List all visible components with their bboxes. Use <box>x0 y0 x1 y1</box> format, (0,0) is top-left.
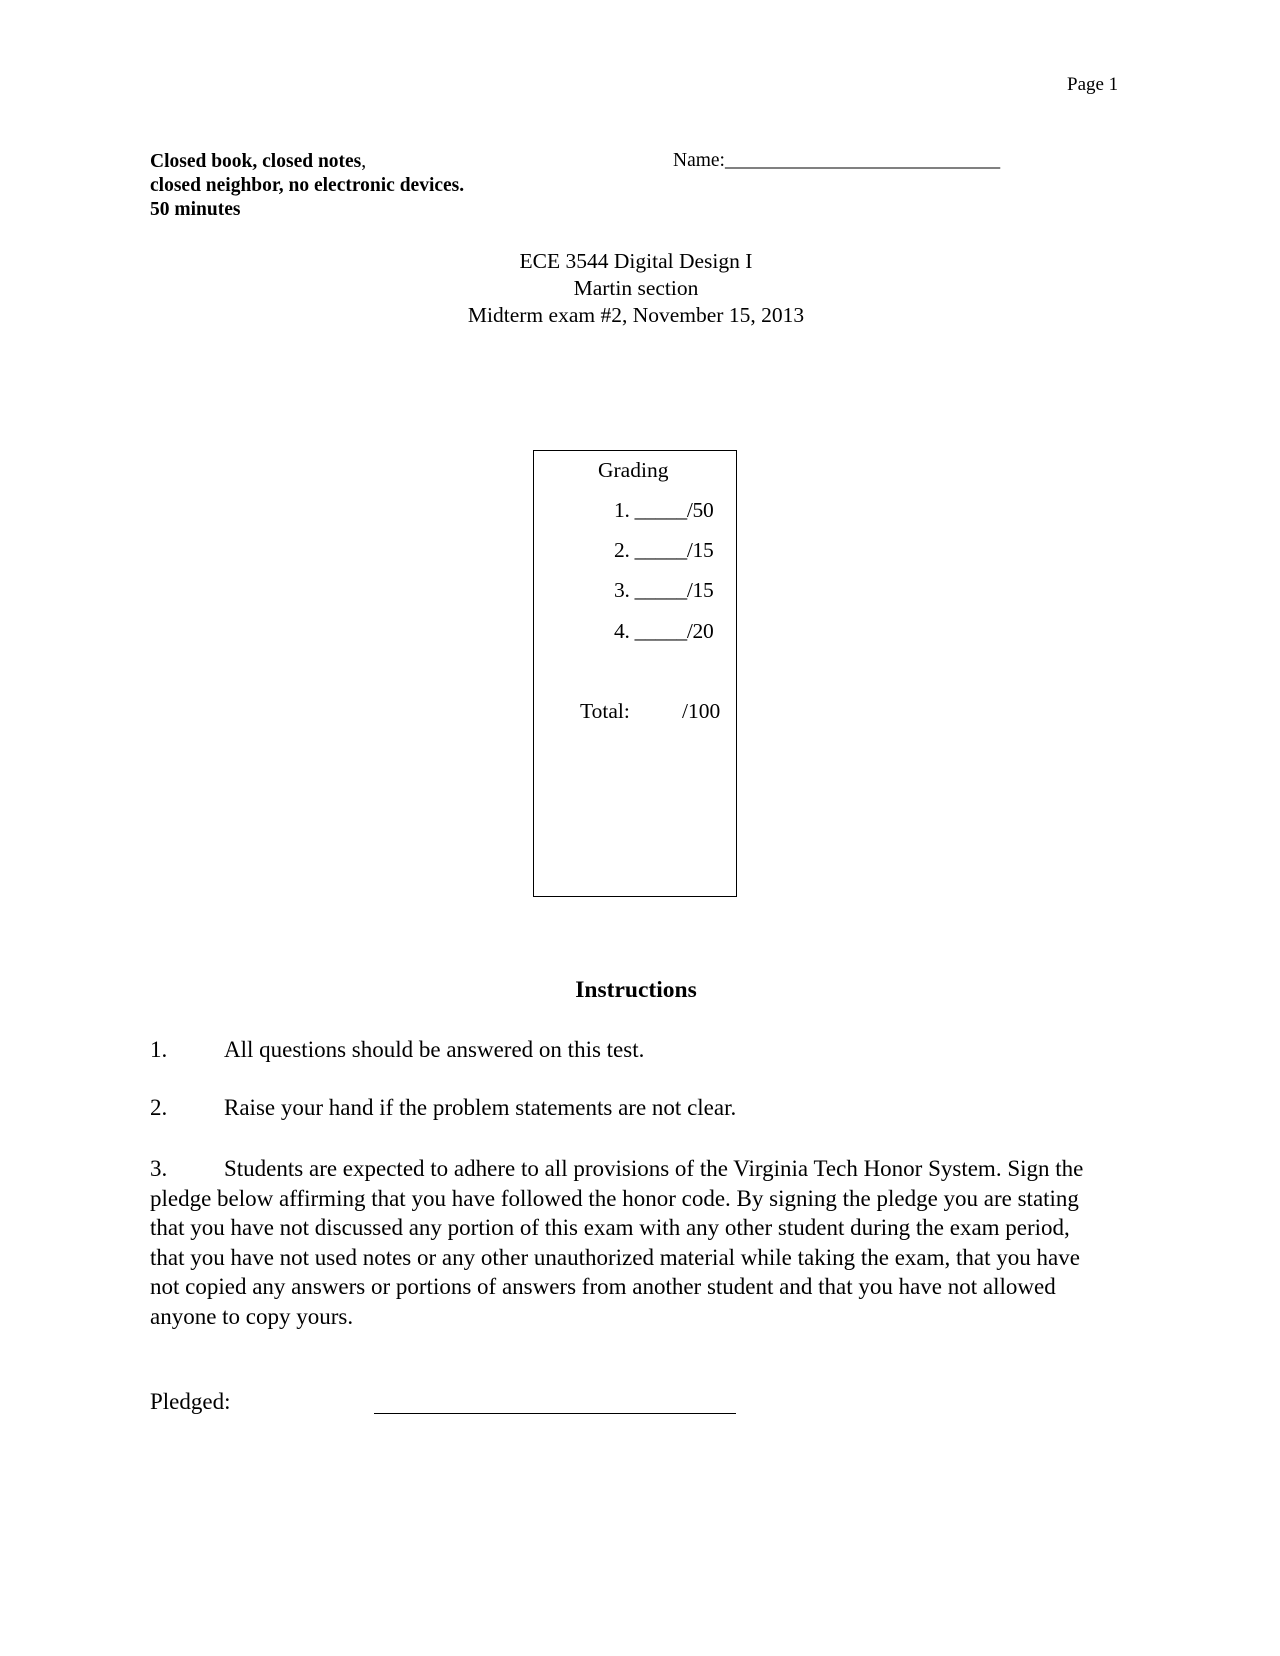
section-name: Martin section <box>573 276 699 300</box>
exam-title: Midterm exam #2, November 15, 2013 <box>467 303 805 327</box>
course-title: ECE 3544 Digital Design I <box>519 249 753 273</box>
rules-line-1-text: Closed book, closed notes <box>150 151 362 172</box>
page-number: Page 1 <box>1067 74 1119 95</box>
instruction-item-3 <box>150 1154 1110 1331</box>
grading-title: Grading <box>598 458 669 482</box>
instruction-text: All questions should be answered on this test. <box>224 1037 645 1062</box>
instruction-number: 2. <box>150 1095 168 1120</box>
exam-heading <box>0 248 1272 329</box>
instruction-number: 1. <box>150 1037 168 1062</box>
total-label: Total: <box>580 699 630 723</box>
grade-row-4: 4. _____/20 <box>614 619 714 643</box>
grade-row-1: 1. _____/50 <box>614 498 714 522</box>
pledge-label: Pledged: <box>150 1389 231 1414</box>
instructions-title: Instructions <box>575 977 697 1003</box>
instruction-text: Raise your hand if the problem statements are not clear. <box>224 1095 737 1120</box>
name-field[interactable] <box>673 150 1000 172</box>
name-label: Name: <box>673 150 725 171</box>
instruction-number: 3. <box>150 1156 168 1181</box>
name-blank[interactable]: ______________________________ <box>724 150 1000 171</box>
grade-row-3: 3. _____/15 <box>614 578 714 602</box>
rules-line-2: closed neighbor, no electronic devices. <box>150 175 465 196</box>
grading-box <box>533 450 737 897</box>
rules-line-1 <box>150 150 464 174</box>
exam-rules <box>150 150 464 222</box>
total-max: /100 <box>682 699 721 723</box>
pledge-signature-line[interactable] <box>374 1413 736 1414</box>
rules-line-1-comma: , <box>361 151 367 172</box>
rules-line-3: 50 minutes <box>150 199 241 220</box>
grade-row-2: 2. _____/15 <box>614 538 714 562</box>
instruction-text: Students are expected to adhere to all provisions of the Virginia Tech Honor System. Sign the pledge below affirming that you have followed the honor code. By signing the pledge you are stating that you have not discussed any portion of this exam with any other student during the exam period, that you have not used notes or any other unauthorized material while taking the exam, that you have not copied any answers or portions of answers from another student and that you have not allowed anyone to copy yours. <box>150 1156 1084 1329</box>
